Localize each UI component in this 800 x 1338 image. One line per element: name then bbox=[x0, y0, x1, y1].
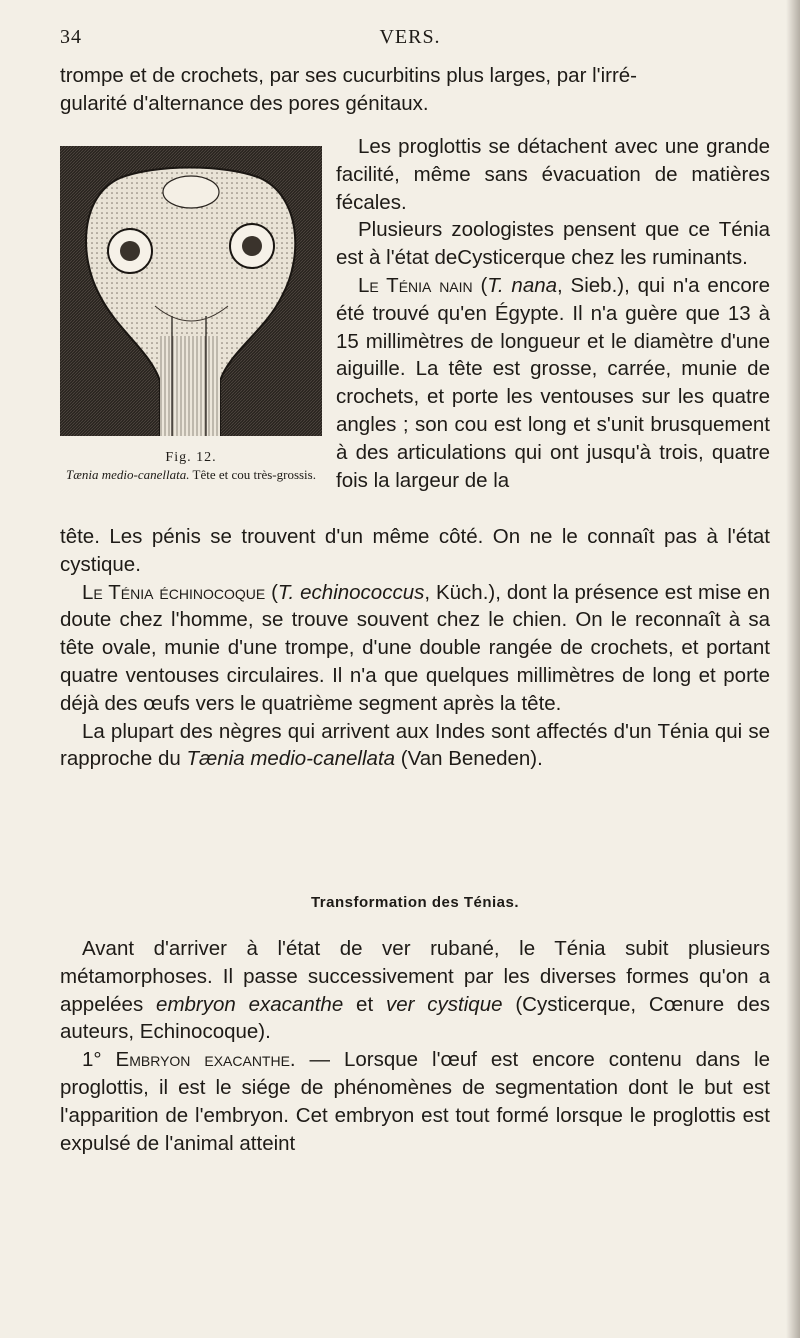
page-edge-shadow bbox=[786, 0, 800, 1338]
paragraph-embryon bbox=[60, 1046, 770, 1157]
page-header bbox=[60, 26, 760, 54]
term-embryon-exacanthe: embryon exacanthe bbox=[156, 992, 344, 1016]
top-lines bbox=[60, 62, 770, 118]
caption-rest: Tête et cou très-grossis. bbox=[192, 467, 316, 482]
right-column-text bbox=[336, 133, 770, 494]
tenia-nain-heading: Le Ténia nain bbox=[358, 273, 473, 297]
species-t-nana: T. nana bbox=[487, 273, 558, 297]
metamorphoses-text-a: Avant d'arriver à l'état de ver rubané, le Ténia subit plusieurs métamorphoses. Il passe successivement par les diverses formes qu'on a appelées bbox=[60, 937, 770, 1016]
paren-open: ( bbox=[472, 273, 488, 297]
paragraph-negres bbox=[60, 718, 770, 774]
negres-text-b: (Van Beneden). bbox=[395, 747, 543, 771]
tenia-nain-description: qui n'a encore été trouvé qu'en Égypte. Il n'a guère que 13 à 15 millimètres de longueur et le diamètre d'une aiguille. La tête est grosse, carrée, munie de crochets, et porte les ventouses sur les quatre angles ; son cou est long et s'unit brusquement à des articulations qui ont jusqu'à trois, quatre fois la largeur de la bbox=[336, 273, 771, 492]
page-number: 34 bbox=[60, 26, 82, 48]
running-head: VERS. bbox=[379, 26, 441, 48]
figure-caption-text bbox=[60, 466, 322, 483]
paragraph-metamorphoses bbox=[60, 935, 770, 1046]
echinocoque-heading: Le Ténia échinocoque bbox=[82, 580, 266, 604]
embryon-description: — Lorsque l'œuf est encore contenu dans le proglottis, il est le siége de phénomènes de segmentation dont le but est l'apparition de l'embryon. Cet embryon est tout formé lorsque le proglottis est expulsé de l'animal atteint bbox=[60, 1048, 770, 1155]
section-text bbox=[60, 935, 770, 1157]
species-medio-canellata: Tænia medio-canellata bbox=[186, 747, 396, 771]
paragraph-proglottis: Les proglottis se détachent avec une grande facilité, même sans évacuation de matières fécales. bbox=[336, 135, 770, 214]
item-number: 1° bbox=[82, 1048, 116, 1072]
caption-species: Tænia medio-canellata. bbox=[66, 467, 190, 482]
paragraph-echinocoque bbox=[60, 579, 770, 718]
paren-open-2: ( bbox=[265, 580, 278, 604]
figure-12-engraving bbox=[60, 146, 322, 436]
section-title: Transformation des Ténias. bbox=[310, 894, 520, 911]
term-ver-cystique: ver cystique bbox=[385, 992, 503, 1016]
body-text bbox=[60, 523, 770, 773]
negres-text-a: La plupart des nègres qui arrivent aux Indes sont affectés d'un Ténia qui se rapproche du bbox=[60, 719, 770, 771]
paragraph-tenia-nain bbox=[336, 272, 770, 494]
taenia-head-illustration bbox=[60, 146, 322, 436]
paragraph-zoologistes: Plusieurs zoologistes pensent que ce Ténia est à l'état deCysticerque chez les ruminants. bbox=[336, 218, 770, 270]
author-sieb: , Sieb.), bbox=[557, 273, 638, 297]
metamorphoses-text-b: (Cysticerque, Cœnure des auteurs, Echinocoque). bbox=[60, 992, 770, 1044]
top-line-1: trompe et de crochets, par ses cucurbitins plus larges, par l'irré- bbox=[60, 64, 638, 87]
echinocoque-description: , Küch.), dont la présence est mise en doute chez l'homme, se trouve souvent chez le chien. On le reconnaît à sa tête ovale, munie d'une trompe, d'une double rangée de crochets, et portant quatre ventouses circulaires. Il n'a que quelques millimètres de long et porte déjà des œufs vers le quatrième segment après la tête. bbox=[60, 580, 770, 715]
species-echinococcus: T. echinococcus bbox=[277, 580, 425, 604]
figure-caption bbox=[60, 449, 322, 483]
paragraph-continuation: tête. Les pénis se trouvent d'un même côté. On ne le connaît pas à l'état cystique. bbox=[60, 525, 770, 576]
metamorphoses-text-mid: et bbox=[343, 992, 386, 1016]
figure-label: Fig. 12. bbox=[165, 450, 217, 465]
embryon-heading: Embryon exacanthe. bbox=[115, 1048, 296, 1072]
top-line-2: gularité d'alternance des pores génitaux. bbox=[60, 91, 429, 115]
